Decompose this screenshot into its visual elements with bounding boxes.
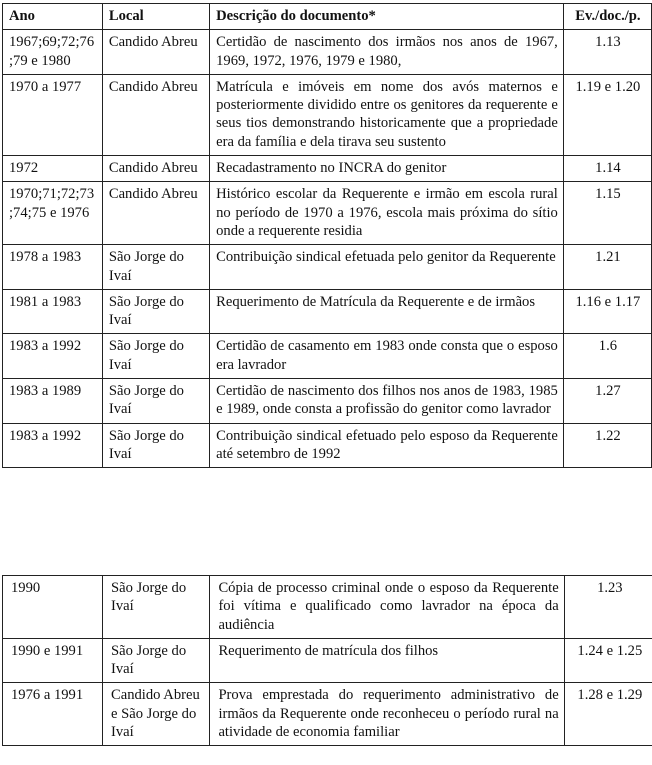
cell-ano: 1981 a 1983 [3, 289, 103, 334]
table-header-row [3, 4, 652, 30]
cell-ref: 1.16 e 1.17 [563, 289, 651, 334]
cell-ano: 1976 a 1991 [3, 683, 103, 746]
cell-ano: 1978 a 1983 [3, 245, 103, 290]
cell-ano: 1990 [3, 576, 103, 639]
documents-table-part-2 [2, 575, 652, 746]
table-row [3, 334, 652, 379]
table-row [3, 423, 652, 468]
cell-ano: 1967;69;72;76;79 e 1980 [3, 30, 103, 75]
cell-ref: 1.21 [563, 245, 651, 290]
cell-descricao: Requerimento de Matrícula da Requerente e de irmãos [210, 289, 564, 334]
documents-table-part-1 [2, 3, 652, 468]
cell-local: São Jorge do Ivaí [102, 423, 209, 468]
cell-ref: 1.13 [563, 30, 651, 75]
cell-descricao: Requerimento de matrícula dos filhos [210, 638, 564, 683]
cell-ref: 1.27 [563, 379, 651, 424]
table-row [3, 576, 652, 639]
cell-descricao: Prova emprestada do requerimento administrativo de irmãos da Requerente onde reconheceu o período rural na atividade de economia familiar [210, 683, 564, 746]
cell-ref: 1.24 e 1.25 [564, 638, 652, 683]
cell-descricao: Certidão de casamento em 1983 onde consta que o esposo era lavrador [210, 334, 564, 379]
header-ano: Ano [3, 4, 103, 30]
table-row [3, 379, 652, 424]
table-row [3, 182, 652, 245]
cell-local: São Jorge do Ivaí [103, 638, 210, 683]
cell-descricao: Contribuição sindical efetuado pelo esposo da Requerente até setembro de 1992 [210, 423, 564, 468]
cell-ano: 1990 e 1991 [3, 638, 103, 683]
cell-descricao: Histórico escolar da Requerente e irmão em escola rural no período de 1970 a 1976, escola mais próxima do sítio onde a requerente residia [210, 182, 564, 245]
cell-ref: 1.15 [563, 182, 651, 245]
cell-ref: 1.6 [563, 334, 651, 379]
cell-ano: 1970 a 1977 [3, 74, 103, 155]
cell-local: São Jorge do Ivaí [102, 379, 209, 424]
cell-ref: 1.19 e 1.20 [563, 74, 651, 155]
table-row [3, 683, 652, 746]
header-ref: Ev./doc./p. [563, 4, 651, 30]
cell-local: Candido Abreu [102, 182, 209, 245]
cell-descricao: Contribuição sindical efetuada pelo genitor da Requerente [210, 245, 564, 290]
table-row [3, 638, 652, 683]
cell-ano: 1983 a 1992 [3, 423, 103, 468]
cell-ano: 1972 [3, 156, 103, 182]
cell-local: São Jorge do Ivaí [102, 245, 209, 290]
cell-local: Candido Abreu [102, 30, 209, 75]
cell-descricao: Matrícula e imóveis em nome dos avós maternos e posteriormente dividido entre os genitores da requerente e seus tios demonstrando historicamente que a propriedade era da família e dela tirava seu sustento [210, 74, 564, 155]
cell-ref: 1.14 [563, 156, 651, 182]
cell-local: São Jorge do Ivaí [103, 576, 210, 639]
table-row [3, 156, 652, 182]
cell-descricao: Cópia de processo criminal onde o esposo da Requerente foi vítima e qualificado como lavrador na época da audiência [210, 576, 564, 639]
cell-descricao: Certidão de nascimento dos irmãos nos anos de 1967, 1969, 1972, 1976, 1979 e 1980, [210, 30, 564, 75]
header-local: Local [102, 4, 209, 30]
table-row [3, 30, 652, 75]
cell-ano: 1983 a 1992 [3, 334, 103, 379]
cell-local: Candido Abreu [102, 74, 209, 155]
cell-local: São Jorge do Ivaí [102, 334, 209, 379]
cell-ref: 1.28 e 1.29 [564, 683, 652, 746]
table-row [3, 245, 652, 290]
table-row [3, 289, 652, 334]
cell-ref: 1.22 [563, 423, 651, 468]
cell-descricao: Certidão de nascimento dos filhos nos anos de 1983, 1985 e 1989, onde consta a profissão do genitor como lavrador [210, 379, 564, 424]
cell-ano: 1970;71;72;73;74;75 e 1976 [3, 182, 103, 245]
table-row [3, 74, 652, 155]
cell-local: São Jorge do Ivaí [102, 289, 209, 334]
cell-local: Candido Abreu e São Jorge do Ivaí [103, 683, 210, 746]
cell-ref: 1.23 [564, 576, 652, 639]
cell-descricao: Recadastramento no INCRA do genitor [210, 156, 564, 182]
cell-local: Candido Abreu [102, 156, 209, 182]
header-descricao: Descrição do documento* [210, 4, 564, 30]
cell-ano: 1983 a 1989 [3, 379, 103, 424]
